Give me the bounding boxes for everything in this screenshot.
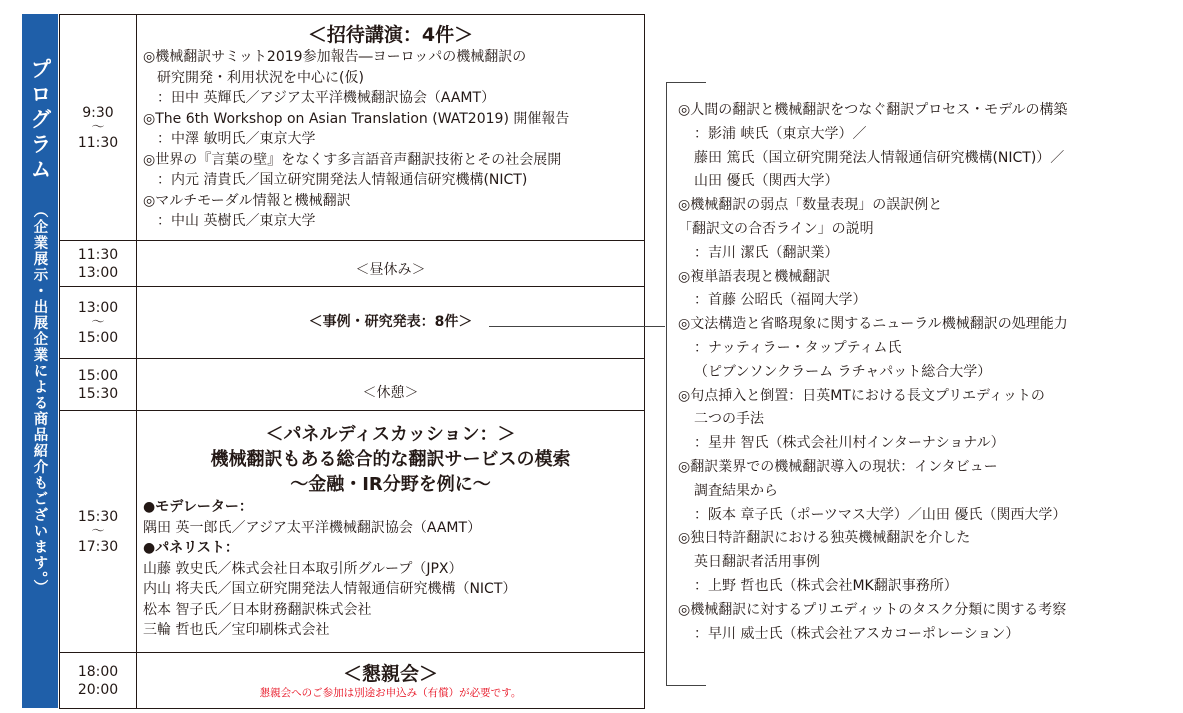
case-studies-label: ＜事例・研究発表：8件＞ [137, 287, 645, 359]
invited-talk-line: ：田中 英輝氏／アジア太平洋機械翻訳協会（AAMT） [157, 90, 496, 107]
case-study-line: ：早川 威士氏（株式会社アスカコーポレーション） [694, 625, 1020, 642]
program-banner [22, 14, 58, 708]
case-study-line: ：上野 哲也氏（株式会社MK翻訳事務所） [694, 577, 958, 594]
case-study-line: 調査結果から [694, 482, 778, 499]
case-study-line: ：ナッティラー・タップティム氏 [694, 339, 902, 356]
session-time [60, 241, 137, 287]
banner-subtitle: （企業展示・出展企業による商品紹介もございます。） [31, 203, 48, 596]
case-study-line: ：星井 智氏（株式会社川村インターナショナル） [694, 435, 1005, 452]
session-time [60, 653, 137, 709]
case-study-line: （ピブンソンクラーム ラチャパット総合大学） [694, 363, 992, 380]
break-label: ＜休憩＞ [137, 359, 645, 411]
session-time [60, 411, 137, 653]
invited-talk-line: ：中山 英樹氏／東京大学 [157, 213, 316, 230]
time-sep: 〜 [91, 314, 105, 330]
panelist-name: 松本 智子氏／日本財務翻訳株式会社 [143, 601, 372, 618]
session-time [60, 287, 137, 359]
invited-talk-line: ◎世界の『言葉の壁』をなくす多言語音声翻訳技術とその社会展開 [143, 151, 562, 168]
time-end: 15:30 [77, 385, 119, 402]
program-table [59, 14, 645, 709]
case-study-line: 英日翻訳者活用事例 [694, 554, 820, 571]
session-panel [60, 411, 645, 653]
session-body [137, 411, 645, 653]
time-start: 11:30 [77, 246, 119, 263]
session-lunch [60, 241, 645, 287]
time-sep: 〜 [91, 119, 105, 135]
session-invited-talks [60, 15, 645, 241]
case-study-line: ：吉川 潔氏（翻訳業） [694, 244, 839, 261]
invited-talk-line: ◎マルチモーダル情報と機械翻訳 [143, 192, 351, 209]
panelist-name: 山藤 敦史氏／株式会社日本取引所グループ（JPX） [143, 560, 463, 577]
time-end: 15:00 [77, 329, 119, 346]
time-start: 15:30 [77, 508, 119, 525]
panelist-label: ●パネリスト： [143, 540, 239, 557]
case-study-line: ：首藤 公昭氏（福岡大学） [694, 292, 867, 309]
case-study-line: ◎句点挿入と倒置：日英MTにおける長文プリエディットの [678, 387, 1045, 404]
reception-note: 懇親会へのご参加は別途お申込み（有償）が必要です。 [259, 686, 522, 699]
case-study-line: ◎文法構造と省略現象に関するニューラル機械翻訳の処理能力 [678, 316, 1068, 333]
time-sep: 〜 [91, 523, 105, 539]
time-start: 15:00 [77, 367, 119, 384]
panel-title-3: 〜金融・IR分野を例に〜 [290, 474, 491, 496]
panelist-name: 内山 将夫氏／国立研究開発法人情報通信研究機構（NICT） [143, 581, 517, 598]
session-body [137, 653, 645, 709]
moderator-name: 隅田 英一郎氏／アジア太平洋機械翻訳協会（AAMT） [143, 519, 482, 536]
case-study-line: ◎翻訳業界での機械翻訳導入の現状：インタビュー [678, 458, 998, 475]
moderator-label: ●モデレーター： [143, 499, 253, 516]
invited-talk-line: ：内元 清貴氏／国立研究開発法人情報通信研究機構(NICT) [157, 172, 528, 189]
case-study-line: ：阪本 章子氏（ポーツマス大学）／山田 優氏（関西大学） [694, 506, 1067, 523]
time-end: 20:00 [77, 681, 119, 698]
session-time [60, 359, 137, 411]
case-study-line: ◎機械翻訳に対するプリエディットのタスク分類に関する考察 [678, 601, 1067, 618]
case-study-line: 「翻訳文の合否ライン」の説明 [678, 220, 874, 237]
time-end: 11:30 [77, 134, 119, 151]
case-study-line: ◎複単語表現と機械翻訳 [678, 268, 831, 285]
case-study-line: 山田 優氏（関西大学） [694, 173, 839, 190]
case-study-line: 藤田 篤氏（国立研究開発法人情報通信研究機構(NICT)）／ [694, 149, 1065, 166]
panel-title-1: ＜パネルディスカッション：＞ [265, 424, 516, 446]
banner-title: プログラム [28, 58, 52, 183]
session-reception [60, 653, 645, 709]
session-title: ＜招待講演：4件＞ [307, 24, 474, 47]
case-study-line: ◎独日特許翻訳における独英機械翻訳を介した [678, 530, 971, 547]
connector-line [489, 326, 665, 327]
panel-title-2: 機械翻訳もある総合的な翻訳サービスの模索 [210, 449, 571, 471]
invited-talk-line: ◎The 6th Workshop on Asian Translation (WAT2019) 開催報告 [143, 110, 570, 127]
lunch-label: ＜昼休み＞ [137, 241, 645, 287]
time-start: 13:00 [77, 299, 119, 316]
case-study-line: ◎人間の翻訳と機械翻訳をつなぐ翻訳プロセス・モデルの構築 [678, 102, 1068, 118]
time-start: 9:30 [82, 104, 114, 121]
case-study-line: 二つの手法 [694, 411, 764, 428]
time-end: 13:00 [77, 264, 119, 281]
time-end: 17:30 [77, 538, 119, 555]
session-case-studies [60, 287, 645, 359]
invited-talk-line: ：中澤 敏明氏／東京大学 [157, 131, 316, 148]
panelist-name: 三輪 哲也氏／宝印刷株式会社 [143, 622, 330, 639]
invited-talk-list [137, 47, 644, 232]
case-study-line: ：影浦 峡氏（東京大学）／ [694, 125, 867, 142]
session-break [60, 359, 645, 411]
session-body [137, 15, 645, 241]
invited-talk-line: ◎機械翻訳サミット2019参加報告―ヨーロッパの機械翻訳の [143, 49, 527, 66]
case-study-list [678, 99, 1178, 646]
reception-title: ＜懇親会＞ [342, 662, 438, 685]
session-time [60, 15, 137, 241]
time-start: 18:00 [77, 663, 119, 680]
invited-talk-line: 研究開発・利用状況を中心に(仮) [157, 69, 364, 86]
case-study-line: ◎機械翻訳の弱点「数量表現」の誤訳例と [678, 197, 943, 214]
